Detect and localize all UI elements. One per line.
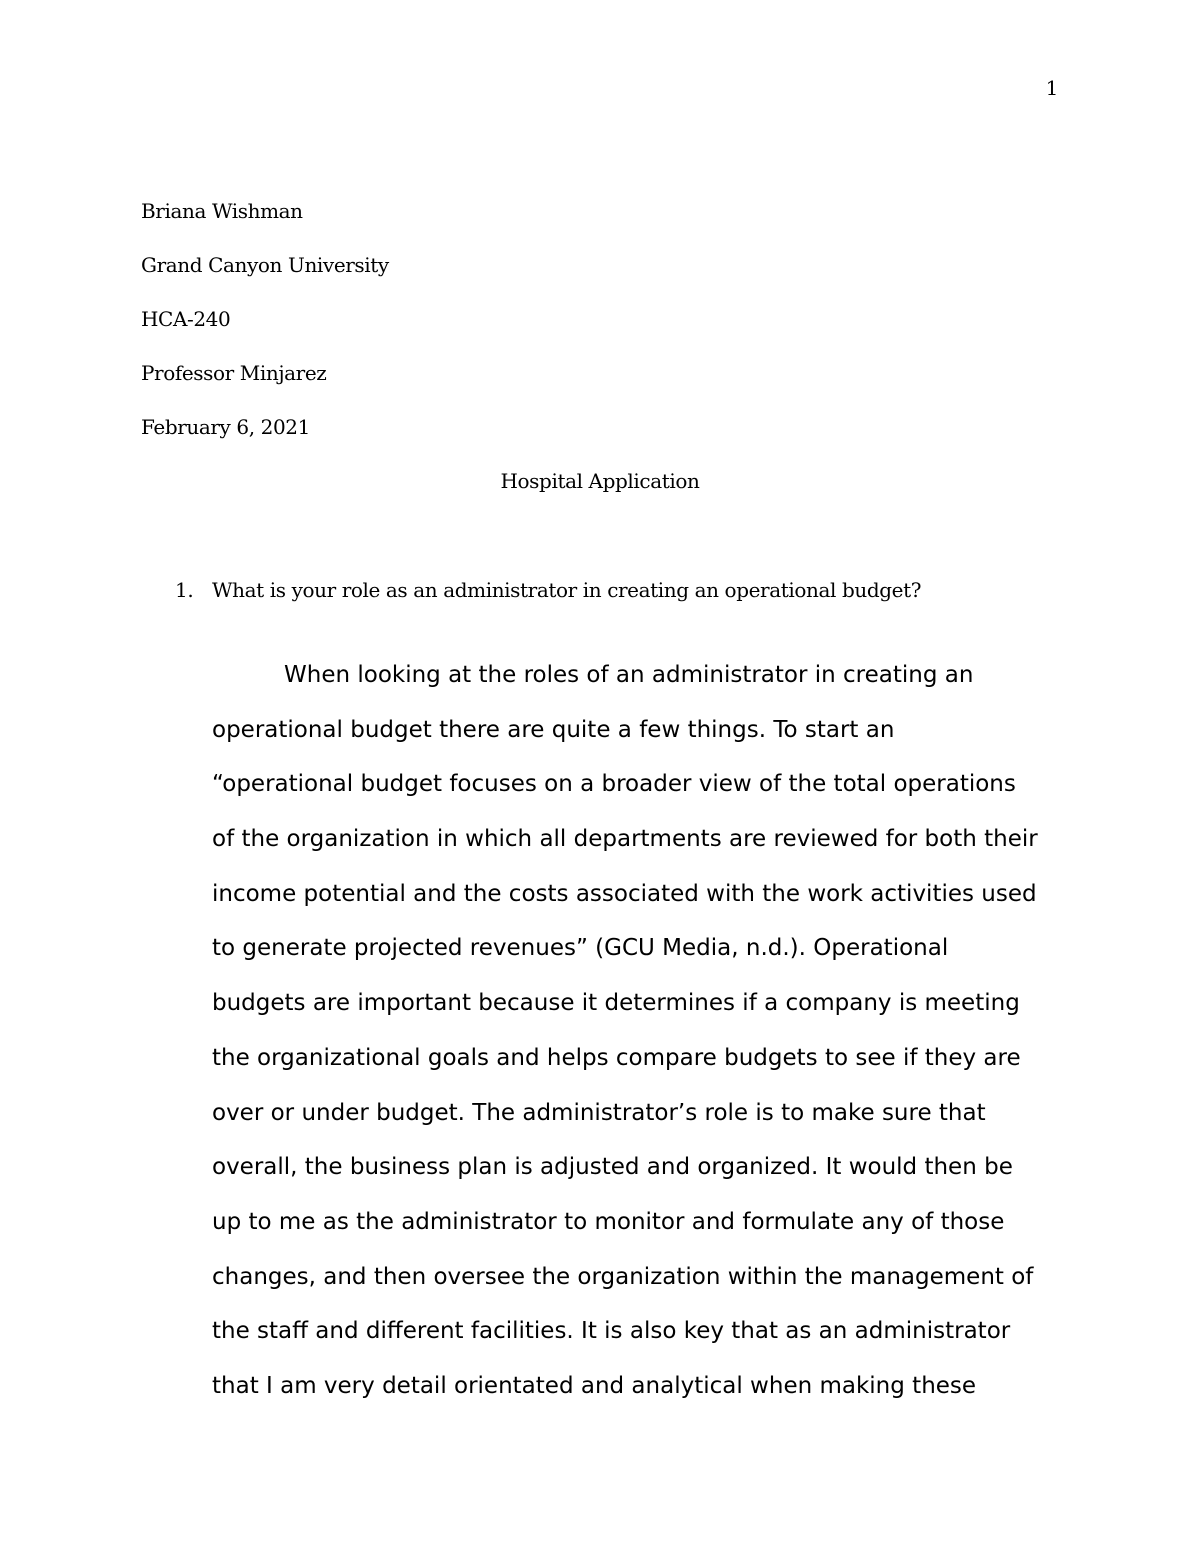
answer-line: changes, and then oversee the organization within the management of — [212, 1263, 1034, 1290]
answer-line: operational budget there are quite a few things. To start an — [212, 716, 895, 743]
course-code: HCA-240 — [141, 307, 231, 331]
answer-line: that I am very detail orientated and analytical when making these — [212, 1372, 977, 1399]
answer-line: over or under budget. The administrator’s role is to make sure that — [212, 1099, 986, 1126]
author-name: Briana Wishman — [141, 199, 303, 223]
question-number: 1. — [175, 578, 194, 602]
question-text: What is your role as an administrator in creating an operational budget? — [212, 578, 922, 602]
document-date: February 6, 2021 — [141, 415, 310, 439]
question-item — [175, 577, 921, 603]
answer-line: overall, the business plan is adjusted and organized. It would then be — [212, 1154, 1013, 1181]
answer-line: to generate projected revenues” (GCU Media, n.d.). Operational — [212, 935, 949, 962]
answer-line: When looking at the roles of an administrator in creating an — [284, 662, 974, 688]
answer-line: of the organization in which all departments are reviewed for both their — [212, 826, 1038, 853]
institution-name: Grand Canyon University — [141, 253, 389, 277]
answer-line: budgets are important because it determines if a company is meeting — [212, 990, 1020, 1017]
answer-line: income potential and the costs associated with the work activities used — [212, 880, 1037, 907]
answer-line: the staff and different facilities. It is also key that as an administrator — [212, 1318, 1011, 1345]
document-title: Hospital Application — [500, 469, 700, 493]
answer-line: the organizational goals and helps compare budgets to see if they are — [212, 1044, 1021, 1071]
instructor-name: Professor Minjarez — [141, 361, 327, 385]
answer-line: “operational budget focuses on a broader view of the total operations — [212, 771, 1016, 798]
answer-line: up to me as the administrator to monitor and formulate any of those — [212, 1208, 1005, 1235]
page-number: 1 — [1045, 76, 1058, 100]
answer-paragraph — [212, 648, 1092, 1414]
